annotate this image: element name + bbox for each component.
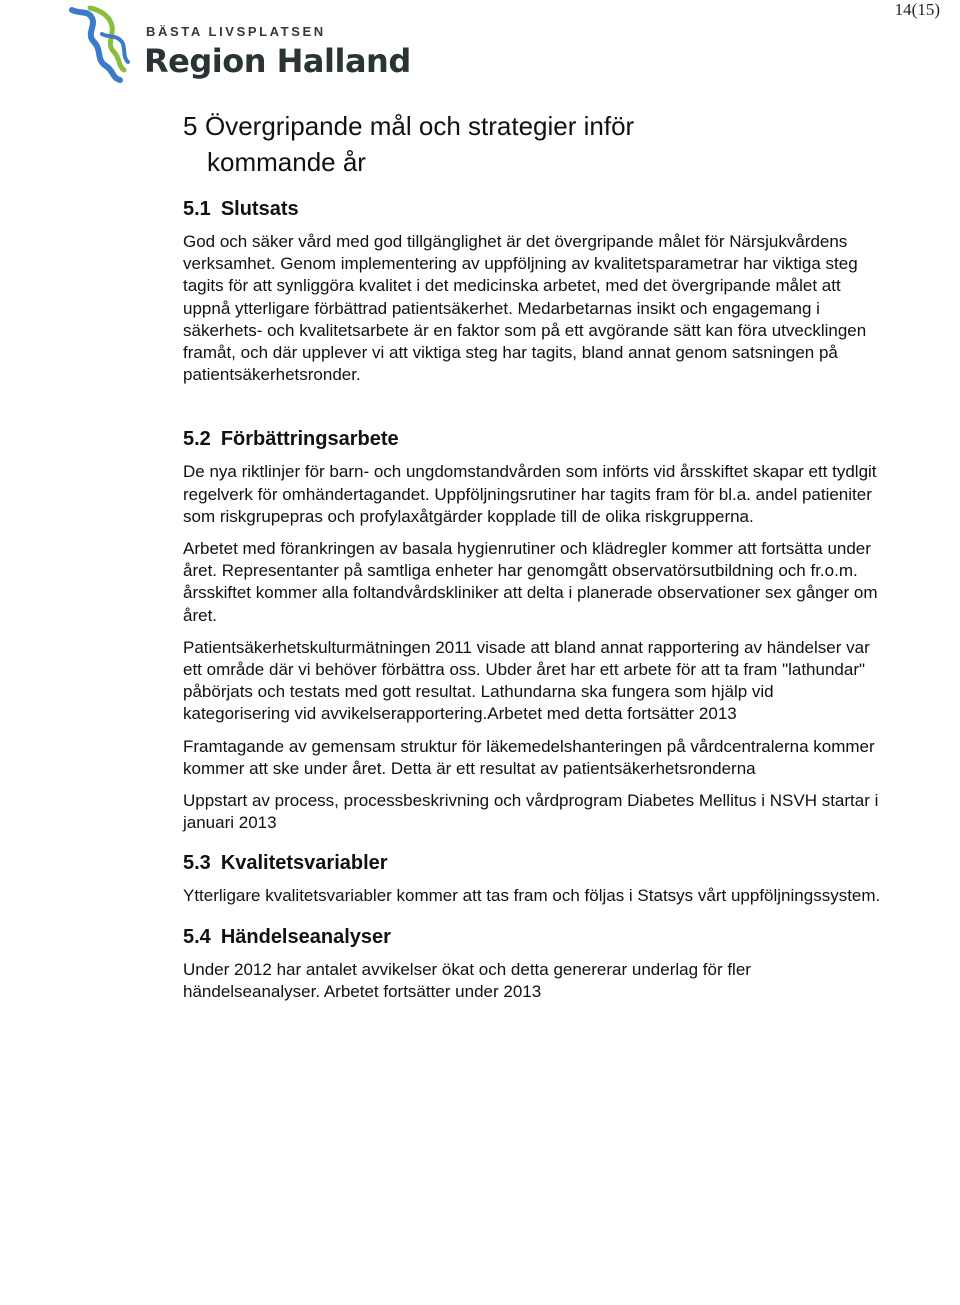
section-number: 5.1 <box>183 198 211 220</box>
logo-tagline: BÄSTA LIVSPLATSEN <box>146 24 326 39</box>
section-number: 5 <box>183 111 198 141</box>
section-title-line1: Övergripande mål och strategier inför <box>205 111 635 141</box>
section-title: Kvalitetsvariabler <box>220 852 388 875</box>
section-number: 5.2 <box>183 428 211 451</box>
section-5-4-heading <box>183 926 883 949</box>
section-5-heading <box>183 108 883 180</box>
logo-emblem-icon <box>66 4 146 84</box>
section-title: Slutsats <box>220 198 299 220</box>
section-5-1-heading <box>183 198 883 221</box>
section-title-line2: kommande år <box>207 147 366 177</box>
paragraph: God och säker vård med god tillgänglighet är det övergripande målet för Närsjukvårdens verksamhet. Genom implementering av uppföljning av kvalitetsparametrar har viktiga steg tagits för att synliggöra kvalitet i det medicinska arbetet, med det övergripande målet att uppnå ytterligare förbättrad patientsäkerhet. Medarbetarnas insikt och engagemang i säkerhets- och kvalitetsarbete är en faktor som på ett avgörande sätt kan föra utvecklingen framåt, och där upplever vi att viktiga steg har tagits, bland annat genom satsningen på patientsäkerhetsronder. <box>183 232 867 385</box>
paragraph: Arbetet med förankringen av basala hygienrutiner och klädregler kommer att fortsätta under året. Representanter på samtliga enheter har genomgått observatörsutbildning och fr.o.m. årsskiftet kommer alla foltandvårdskliniker att delta i planerade observationer sex gånger om året. <box>183 539 878 625</box>
paragraph: Framtagande av gemensam struktur för läkemedelshanteringen på vårdcentralerna kommer kommer att ske under året. Detta är ett resultat av patientsäkerhetsronderna <box>183 736 875 778</box>
paragraph: Uppstart av process, processbeskrivning och vårdprogram Diabetes Mellitus i NSVH startar i januari 2013 <box>183 791 879 833</box>
logo-name: Region Halland <box>144 42 411 80</box>
page-number: 14(15) <box>894 0 940 19</box>
section-5-2-heading <box>183 428 883 451</box>
paragraph: Ytterligare kvalitetsvariabler kommer att tas fram och följas i Statsys vårt uppföljningssystem. <box>183 886 881 906</box>
section-5-3-heading <box>183 852 883 875</box>
section-number: 5.3 <box>183 852 211 875</box>
section-title: Händelseanalyser <box>220 925 391 948</box>
section-title: Förbättringsarbete <box>220 428 399 451</box>
region-halland-logo <box>66 4 411 84</box>
paragraph: De nya riktlinjer för barn- och ungdomstandvården som införts vid årsskiftet skapar ett tydlgit regelverk för omhändertagandet. Uppföljningsrutiner har tagits fram för bl.a. andel patieniter som riskgrupepras och profylaxåtgärder kopplade till de olika riskgrupperna. <box>183 462 877 526</box>
paragraph: Under 2012 har antalet avvikelser ökat och detta genererar underlag för fler händelseanalyser. Arbetet fortsätter under 2013 <box>183 959 751 1001</box>
document-body <box>183 108 883 1013</box>
section-number: 5.4 <box>183 925 211 948</box>
paragraph: Patientsäkerhetskulturmätningen 2011 visade att bland annat rapportering av händelser var ett område där vi behöver förbättra oss. Ubder året har ett arbete för att ta fram "lathundar" påbörjats och testats med gott resultat. Lathundarna ska fungera som hjälp vid kategorisering vid avvikelserapportering.Arbetet med detta fortsätter 2013 <box>183 637 870 724</box>
